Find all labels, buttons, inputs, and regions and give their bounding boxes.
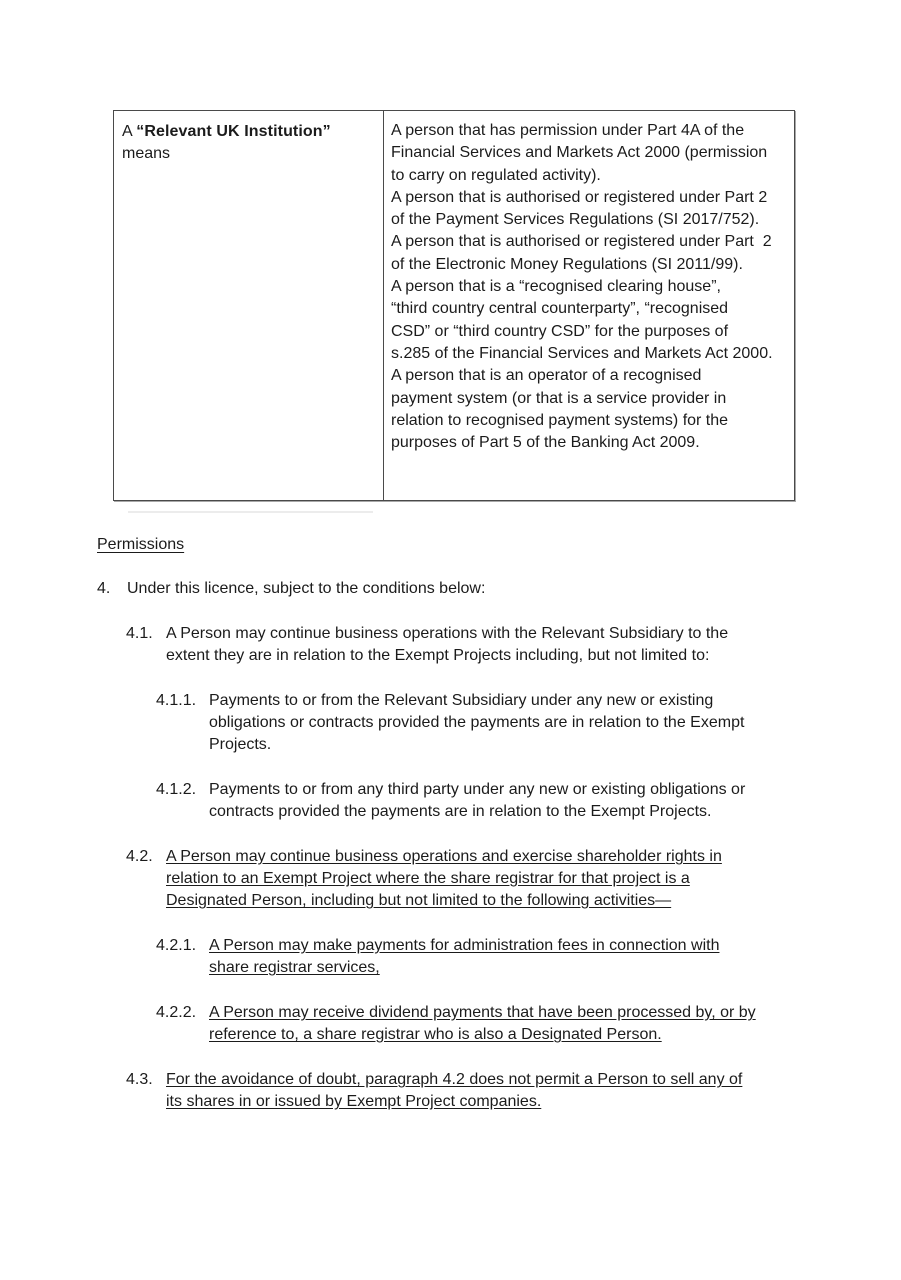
clause-number: 4.1.2. — [156, 781, 197, 798]
clause-item — [126, 1069, 827, 1113]
term-bold: “Relevant UK Institution” — [136, 123, 331, 140]
definition-line: to carry on regulated activity). — [391, 166, 601, 184]
clause-list — [97, 578, 827, 1136]
clause-number: 4.3. — [126, 1071, 153, 1088]
clause-item — [156, 1002, 827, 1046]
text-line: A Person may make payments for administration fees in connection with — [209, 937, 720, 954]
definition-line: relation to recognised payment systems) for the — [391, 411, 729, 429]
definition-line: “third country central counterparty”, “recognised — [391, 300, 729, 318]
definition-line: A person that is an operator of a recognised — [391, 367, 702, 385]
definition-line: purposes of Part 5 of the Banking Act 2009. — [391, 434, 700, 452]
clause-item — [126, 846, 827, 912]
term-text — [122, 121, 375, 165]
text-line: its shares in or issued by Exempt Project companies. — [166, 1093, 542, 1110]
text-line: Projects. — [209, 736, 272, 753]
clause-text — [209, 935, 827, 979]
term-suffix: means — [122, 145, 171, 162]
clause-text — [166, 846, 827, 912]
clause-text — [166, 623, 827, 667]
clause-item — [156, 779, 827, 823]
definition-line: A person that is authorised or registered under Part 2 — [391, 233, 772, 251]
clause-text — [209, 690, 827, 756]
permissions-heading: Permissions — [97, 536, 185, 553]
definition-line: Financial Services and Markets Act 2000 (permission — [391, 144, 768, 162]
text-line: Payments to or from any third party under any new or existing obligations or — [209, 781, 746, 798]
clause-number: 4.2. — [126, 848, 153, 865]
clause-number: 4. — [97, 580, 111, 597]
text-line: share registrar services, — [209, 959, 380, 976]
definition-line: payment system (or that is a service provider in — [391, 389, 727, 407]
clause-item — [156, 935, 827, 979]
text-line: A Person may continue business operations with the Relevant Subsidiary to the — [166, 625, 729, 642]
clause-number: 4.2.1. — [156, 937, 197, 954]
term-cell — [114, 111, 384, 500]
clause-item — [97, 578, 827, 600]
clause-text — [209, 1002, 827, 1046]
clause-text — [166, 1069, 827, 1113]
text-line: Under this licence, subject to the conditions below: — [127, 580, 486, 597]
text-line: A Person may continue business operations and exercise shareholder rights in — [166, 848, 722, 865]
definition-cell — [384, 111, 794, 500]
clause-text — [127, 578, 827, 600]
clause-text — [209, 779, 827, 823]
text-line: obligations or contracts provided the payments are in relation to the Exempt — [209, 714, 745, 731]
definition-line: of the Electronic Money Regulations (SI 2011/99). — [391, 255, 743, 273]
clause-number: 4.2.2. — [156, 1004, 197, 1021]
text-line: reference to, a share registrar who is also a Designated Person. — [209, 1026, 662, 1043]
text-line: Payments to or from the Relevant Subsidiary under any new or existing — [209, 692, 714, 709]
text-line: relation to an Exempt Project where the share registrar for that project is a — [166, 870, 690, 887]
definition-line: of the Payment Services Regulations (SI 2017/752). — [391, 211, 760, 229]
scan-artifact-line — [128, 511, 373, 513]
term-prefix: A — [122, 123, 132, 140]
clause-item — [156, 690, 827, 756]
clause-item — [126, 623, 827, 667]
definition-line: CSD” or “third country CSD” for the purposes of — [391, 322, 729, 340]
definition-line: A person that is a “recognised clearing house”, — [391, 278, 721, 296]
text-line: For the avoidance of doubt, paragraph 4.2 does not permit a Person to sell any of — [166, 1071, 743, 1088]
definition-line: A person that has permission under Part 4A of the — [391, 122, 745, 139]
definition-table — [113, 110, 795, 501]
text-line: contracts provided the payments are in relation to the Exempt Projects. — [209, 803, 712, 820]
definition-line: s.285 of the Financial Services and Markets Act 2000. — [391, 344, 773, 362]
text-line: A Person may receive dividend payments that have been processed by, or by — [209, 1004, 756, 1021]
clause-number: 4.1.1. — [156, 692, 197, 709]
text-line: Designated Person, including but not limited to the following activities— — [166, 892, 672, 909]
text-line: extent they are in relation to the Exempt Projects including, but not limited to: — [166, 647, 710, 664]
clause-number: 4.1. — [126, 625, 153, 642]
definition-line: A person that is authorised or registered under Part 2 — [391, 188, 768, 206]
